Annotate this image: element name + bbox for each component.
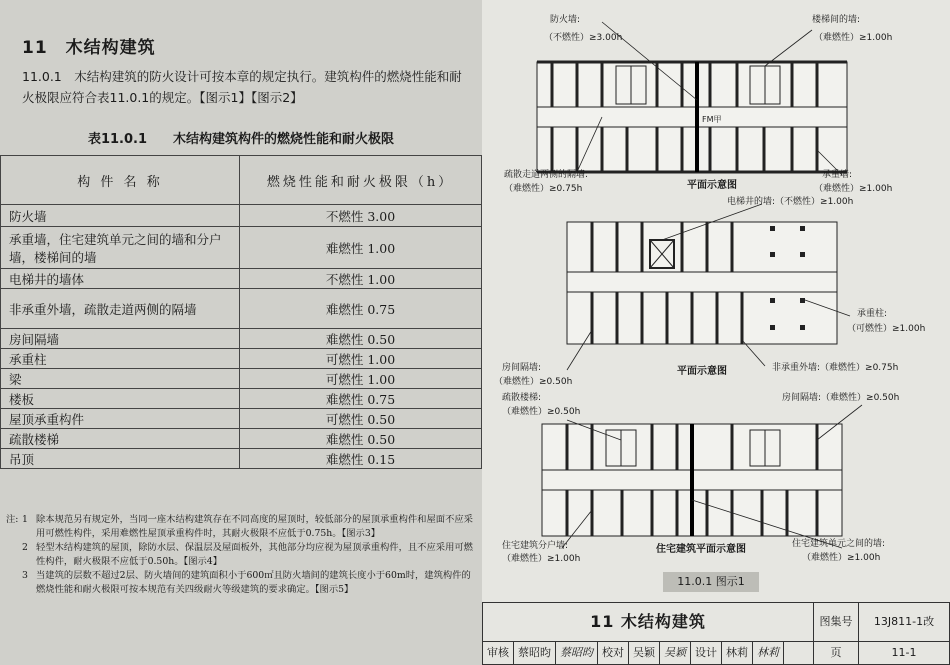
label-corridor-rating: （难燃性）≥0.75h — [504, 184, 583, 194]
note-item — [6, 569, 474, 597]
note-label: 注: — [6, 514, 19, 525]
table-row — [1, 329, 482, 349]
label-stair-wall: 楼梯间的墙: — [812, 15, 861, 25]
note-number: 3 — [22, 570, 28, 581]
table-row — [1, 269, 482, 289]
component-name: 楼板 — [1, 389, 240, 409]
label-corridor: 疏散走道两侧的隔墙: — [504, 170, 589, 180]
note-item — [6, 541, 474, 569]
component-rating: 不燃性 3.00 — [240, 205, 482, 227]
note-number: 2 — [22, 542, 28, 553]
plan-3 — [542, 405, 862, 548]
table-title: 表11.0.1 木结构建筑构件的燃烧性能和耐火极限 — [87, 132, 395, 147]
note-item — [6, 513, 474, 541]
title-block-title: 11 木结构建筑 — [482, 602, 814, 642]
label-stair-rating: （难燃性）≥0.50h — [502, 407, 581, 417]
component-rating: 难燃性 0.50 — [240, 329, 482, 349]
floor-plan-diagrams — [482, 0, 950, 600]
header-component: 构 件 名 称 — [1, 156, 240, 205]
label-elevator-wall: 电梯井的墙:（不燃性）≥1.00h — [727, 197, 854, 207]
label-firewall: 防火墙: — [550, 15, 581, 25]
table-row — [1, 205, 482, 227]
strip-cell: 吴颖 — [660, 642, 691, 664]
component-name: 梁 — [1, 369, 240, 389]
label-bearing-wall-rating: （难燃性）≥1.00h — [814, 184, 893, 194]
strip-cell: 吴颖 — [629, 642, 660, 664]
component-name: 房间隔墙 — [1, 329, 240, 349]
label-stair-wall-rating: （难燃性）≥1.00h — [814, 33, 893, 43]
label-ext-wall: 非承重外墙:（难燃性）≥0.75h — [772, 363, 899, 373]
plan-1-caption: 平面示意图 — [687, 180, 737, 191]
label-firewall-rating: （不燃性）≥3.00h — [544, 33, 623, 43]
atlas-number: 13J811-1改 — [858, 602, 950, 642]
component-rating: 难燃性 0.15 — [240, 449, 482, 469]
note-text: 轻型木结构建筑的屋顶，除防水层、保温层及屋面板外，其他部分均应视为屋顶承重构件，且不应采用可燃性构件，耐火极限不应低于0.50h。【图示4】 — [36, 542, 473, 567]
table-row — [1, 409, 482, 429]
table-row — [1, 429, 482, 449]
figure-caption: 11.0.1 图示1 — [663, 572, 759, 592]
label-between-units: 住宅建筑单元之间的墙: — [792, 539, 886, 549]
strip-cell: 设计 — [691, 642, 722, 664]
component-name: 承重柱 — [1, 349, 240, 369]
strip-cell: 校对 — [598, 642, 629, 664]
page-number: 11-1 — [858, 641, 950, 665]
label-column-rating: （可燃性）≥1.00h — [847, 324, 926, 334]
strip-cell: 林莉 — [722, 642, 753, 664]
plan-2-caption: 平面示意图 — [677, 366, 727, 377]
label-stair: 疏散楼梯: — [502, 393, 542, 403]
note-label — [6, 541, 22, 569]
table-row — [1, 369, 482, 389]
note-text: 当建筑的层数不超过2层、防火墙间的建筑面积小于600㎡且防火墙间的建筑长度小于60m时，建筑构件的燃烧性能和耐火极限可按本规范有关四级耐火等级建筑的要求确定。【图示5】 — [36, 570, 471, 595]
right-diagram-panel — [482, 0, 950, 665]
fire-resistance-table — [0, 155, 482, 469]
strip-cell: 蔡昭昀 — [556, 642, 598, 664]
atlas-label: 图集号 — [813, 602, 859, 642]
component-name: 电梯井的墙体 — [1, 269, 240, 289]
label-column: 承重柱: — [857, 309, 888, 319]
title-block — [482, 602, 950, 665]
strip-cell: 审核 — [483, 642, 514, 664]
component-rating: 难燃性 0.75 — [240, 389, 482, 409]
component-name: 吊顶 — [1, 449, 240, 469]
intro-paragraph: 11.0.1 木结构建筑的防火设计可按本章的规定执行。建筑构件的燃烧性能和耐火极限应符合表11.0.1的规定。【图示1】【图示2】 — [22, 69, 462, 105]
component-name: 疏散楼梯 — [1, 429, 240, 449]
notes-section — [6, 513, 474, 597]
label-room-wall: 房间隔墙: — [502, 363, 542, 373]
section-number: 11 — [22, 38, 48, 58]
strip-cell: 蔡昭昀 — [514, 642, 556, 664]
door-mark: FM甲 — [702, 115, 722, 124]
component-rating: 不燃性 1.00 — [240, 269, 482, 289]
component-name: 防火墙 — [1, 205, 240, 227]
strip-cell: 林莉 — [753, 642, 784, 664]
table-header-row — [1, 156, 482, 205]
component-name: 承重墙，住宅建筑单元之间的墙和分户墙，楼梯间的墙 — [1, 227, 240, 269]
component-rating: 可燃性 1.00 — [240, 349, 482, 369]
note-label — [6, 569, 22, 597]
table-row — [1, 227, 482, 269]
label-room-wall-rating: （难燃性）≥0.50h — [494, 377, 573, 387]
component-rating: 可燃性 1.00 — [240, 369, 482, 389]
table-row — [1, 389, 482, 409]
plan-1 — [537, 22, 847, 175]
note-text: 除本规范另有规定外，当同一座木结构建筑存在不同高度的屋顶时，较低部分的屋顶承重构件和屋面不应采用可燃性构件，采用难燃性屋顶承重构件时，其耐火极限不应低于0.75h。【图示3】 — [36, 514, 473, 539]
component-name: 非承重外墙，疏散走道两侧的隔墙 — [1, 289, 240, 329]
header-rating: 燃烧性能和耐火极限（h） — [240, 156, 482, 205]
component-rating: 难燃性 1.00 — [240, 227, 482, 269]
component-rating: 可燃性 0.50 — [240, 409, 482, 429]
signature-strip — [482, 641, 814, 665]
label-unit-wall: 住宅建筑分户墙: — [502, 541, 569, 551]
table-row — [1, 289, 482, 329]
plan-3-caption: 住宅建筑平面示意图 — [656, 544, 746, 555]
component-rating: 难燃性 0.75 — [240, 289, 482, 329]
table-row — [1, 349, 482, 369]
component-name: 屋顶承重构件 — [1, 409, 240, 429]
page-label: 页 — [813, 641, 859, 665]
note-number: 1 — [22, 514, 28, 525]
table-row — [1, 449, 482, 469]
label-room-wall-3: 房间隔墙:（难燃性）≥0.50h — [782, 393, 900, 403]
component-rating: 难燃性 0.50 — [240, 429, 482, 449]
label-unit-wall-rating: （难燃性）≥1.00h — [502, 554, 581, 564]
label-between-units-rating: （难燃性）≥1.00h — [802, 553, 881, 563]
plan-2 — [567, 204, 850, 370]
label-bearing-wall: 承重墙: — [822, 170, 853, 180]
section-title — [22, 33, 156, 58]
section-heading: 木结构建筑 — [65, 38, 156, 58]
